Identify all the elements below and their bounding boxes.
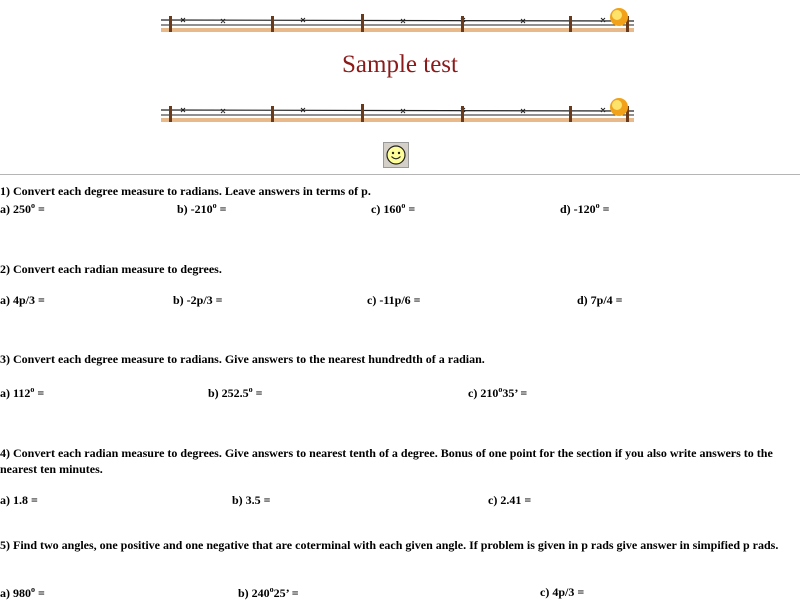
question-2-prompt: 2) Convert each radian measure to degrees. [0, 262, 222, 276]
question-4-item-c: c) 2.41 = [488, 493, 532, 507]
question-2-item-a: a) 4p/3 = [0, 293, 45, 307]
question-3-item-a: a) $112^o$ = [0, 385, 45, 400]
question-2-item-d: d) 7p/4 = [577, 293, 623, 307]
fence-banner-bottom [161, 96, 634, 124]
page-title: Sample test [342, 51, 458, 78]
fence-banner-top [161, 6, 634, 34]
question-5-item-b: b) $240^o25$’ = [238, 585, 299, 600]
question-3-item-c: c) $210^o35$’ = [468, 385, 528, 400]
question-2-item-c: c) -11p/6 = [367, 293, 421, 307]
question-3-item-b: b) $252.5^o$ = [208, 385, 263, 400]
question-4-item-b: b) 3.5 = [232, 493, 271, 507]
question-1-prompt: 1) Convert each degree measure to radians. Leave answers in terms of p. [0, 184, 371, 198]
question-1-item-b: b) $-210^o$ = [177, 201, 227, 216]
question-2-item-b: b) -2p/3 = [173, 293, 223, 307]
question-5-item-c: c) 4p/3 = [540, 585, 585, 599]
question-1-item-a: a) $250^o$ = [0, 201, 45, 216]
question-4-item-a: a) 1.8 = [0, 493, 38, 507]
question-1-item-c: c) $160^o$ = [371, 201, 416, 216]
question-5-prompt: 5) Find two angles, one positive and one negative that are coterminal with each given angle. If problem is given in p rads give answer in simpified p rads. [0, 538, 779, 552]
question-3-prompt: 3) Convert each degree measure to radians. Give answers to the nearest hundredth of a radian. [0, 352, 485, 366]
question-4-prompt: 4) Convert each radian measure to degrees. Give answers to nearest tenth of a degree. Bonus of one point for the section if you also write answers to the nearest ten minutes. [0, 446, 773, 476]
smiley-face-icon [383, 142, 409, 168]
question-1-item-d: d) $-120^o$ = [560, 201, 610, 216]
question-5-item-a: a) $980^o$ = [0, 585, 45, 600]
horizontal-divider [0, 174, 800, 175]
